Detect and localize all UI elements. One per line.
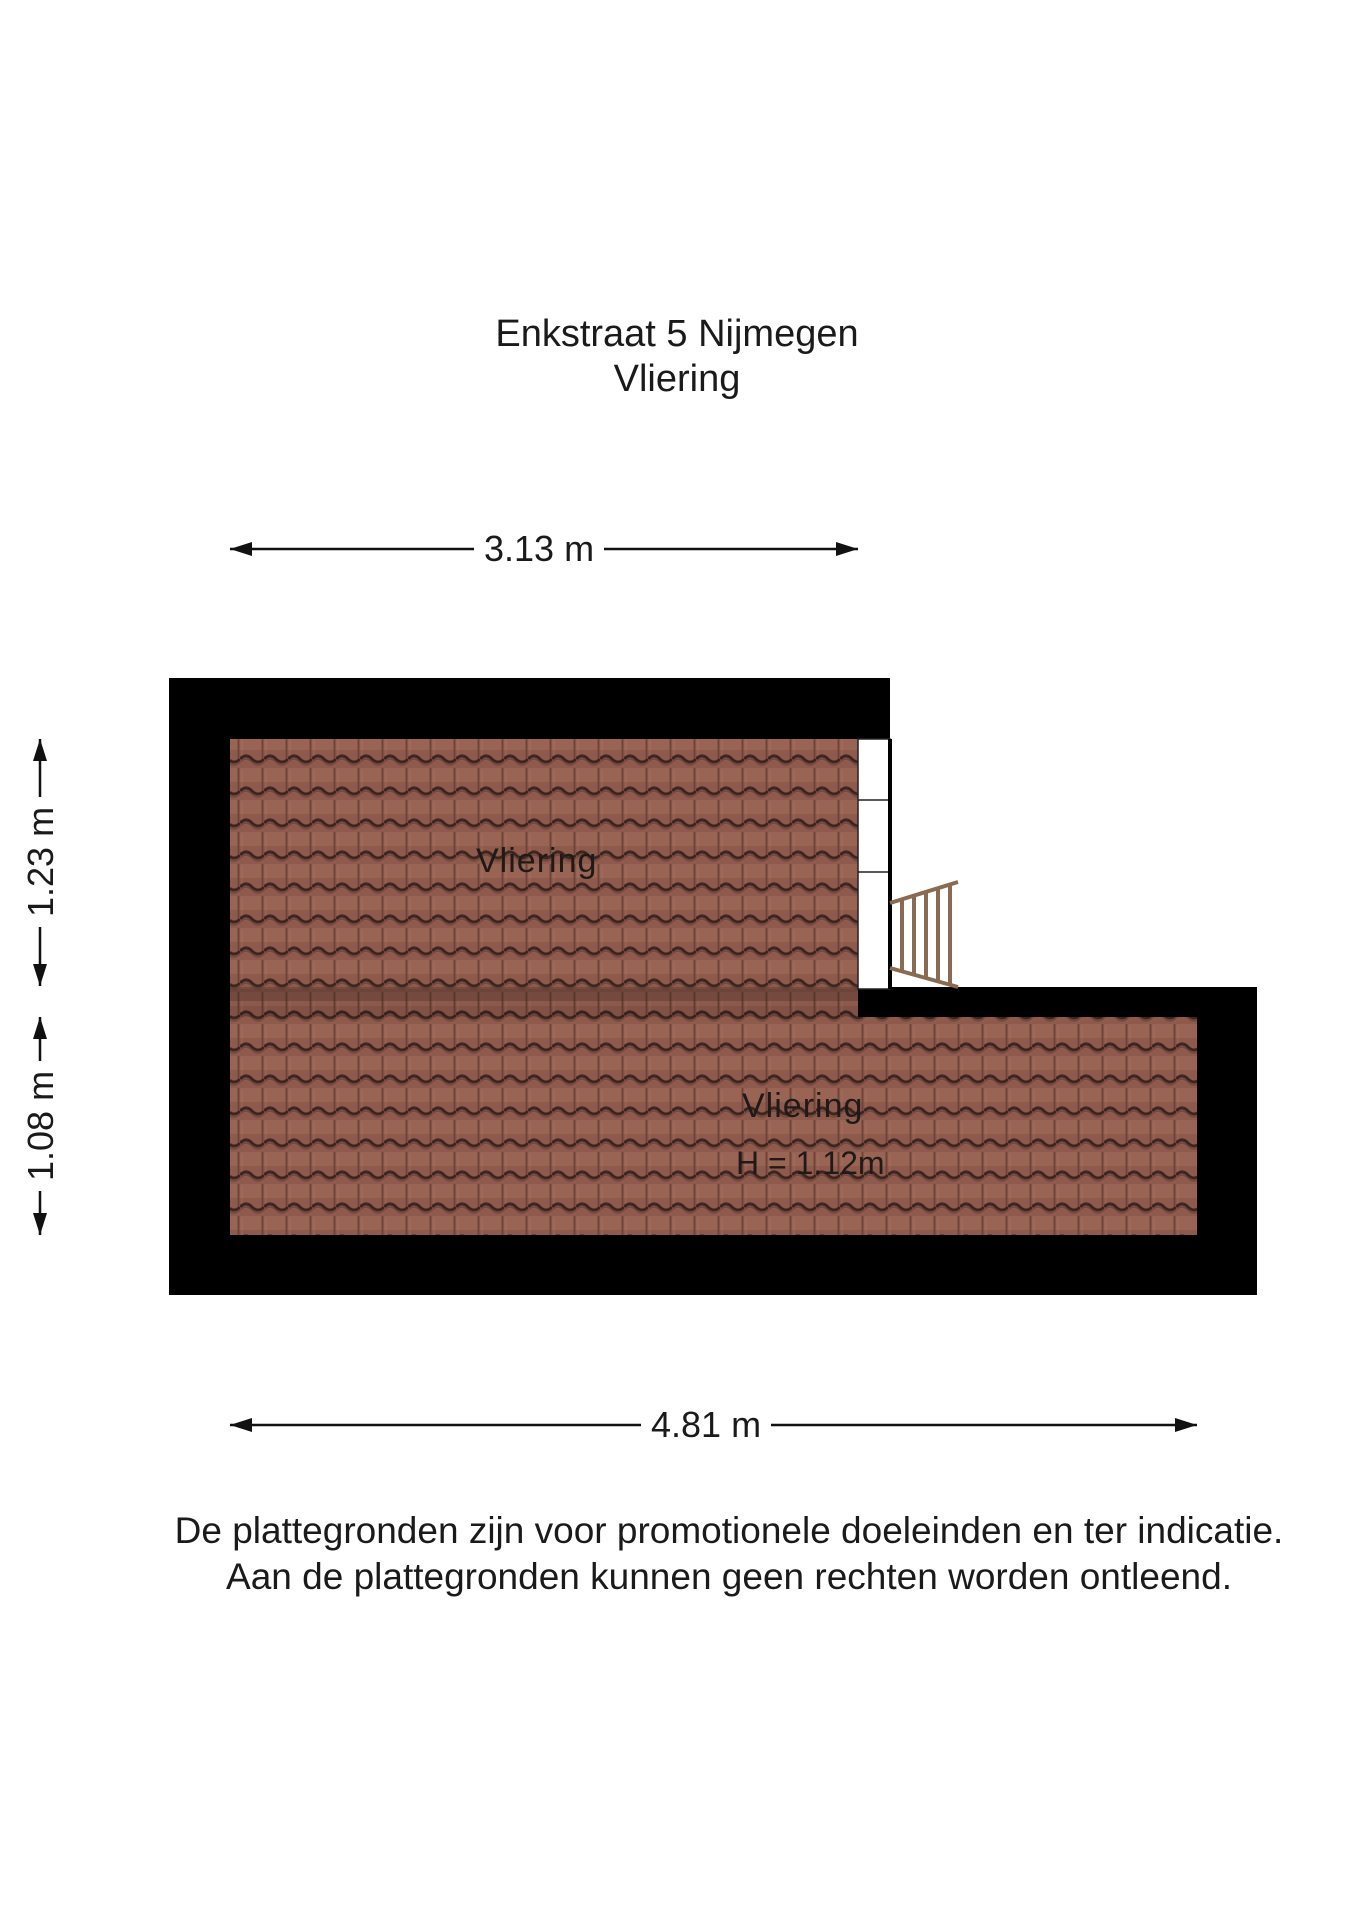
room-label-lower: Vliering — [742, 1087, 864, 1125]
disclaimer-line-2: Aan de plattegronden kunnen geen rechten worden ontleend. — [226, 1556, 1232, 1597]
floor-title: Vliering — [613, 358, 741, 400]
wall-opening — [858, 739, 892, 989]
dimension-top-label: 3.13 m — [474, 527, 604, 571]
dimension-left-lower-label: 1.08 m — [19, 1061, 63, 1191]
disclaimer-line-1: De plattegronden zijn voor promotionele doeleinden en ter indicatie. — [174, 1510, 1284, 1551]
disclaimer — [50, 1508, 1358, 1600]
lower-roof-area — [230, 1017, 1197, 1235]
room-label-upper: Vliering — [476, 842, 598, 880]
dimension-bottom-label: 4.81 m — [641, 1403, 771, 1447]
room-height-lower: H = 1.12m — [736, 1145, 885, 1181]
address-title: Enkstraat 5 Nijmegen — [495, 313, 859, 355]
dimension-left-upper-label: 1.23 m — [19, 797, 63, 927]
stair-ladder — [890, 882, 958, 987]
